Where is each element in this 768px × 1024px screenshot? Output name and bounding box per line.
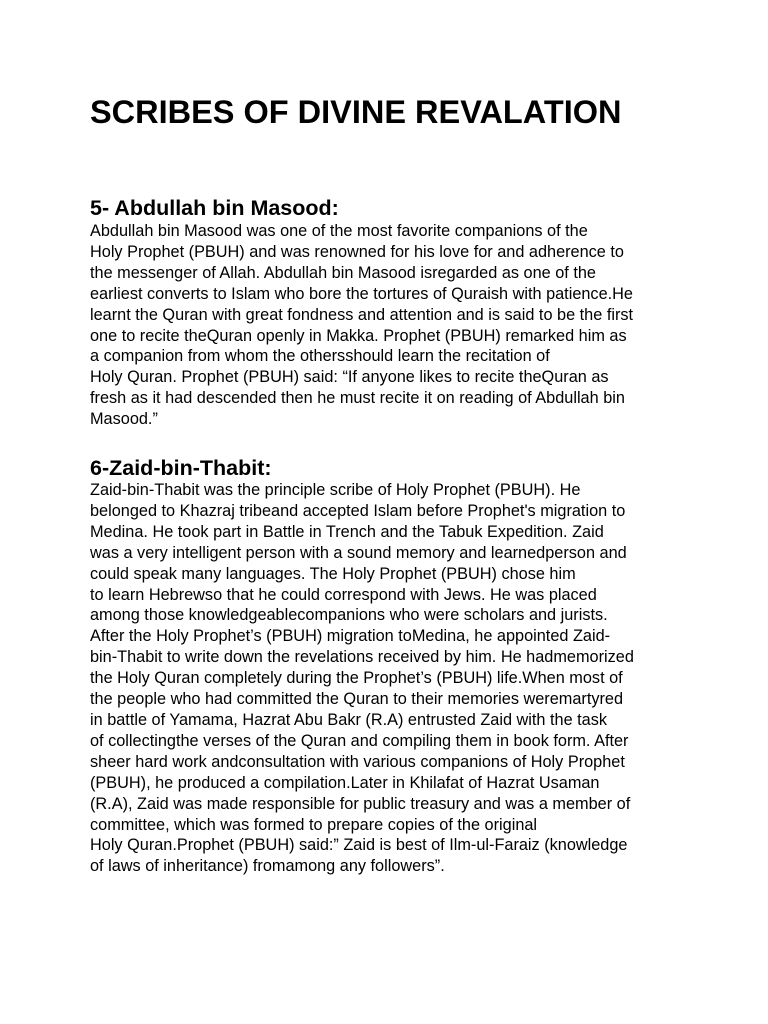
section-body-zaid-bin-thabit xyxy=(90,480,634,877)
body-line: of collectingthe verses of the Quran and compiling them in book form. After xyxy=(90,731,629,750)
body-line: in battle of Yamama, Hazrat Abu Bakr (R.A) entrusted Zaid with the task xyxy=(90,710,608,729)
section-body-abdullah-bin-masood xyxy=(90,221,633,430)
body-line: was a very intelligent person with a sound memory and learnedperson and xyxy=(90,543,627,562)
body-line: to learn Hebrewso that he could correspond with Jews. He was placed xyxy=(90,585,597,604)
body-line: one to recite theQuran openly in Makka. Prophet (PBUH) remarked him as xyxy=(90,326,627,345)
body-line: Holy Prophet (PBUH) and was renowned for his love for and adherence to xyxy=(90,242,624,261)
body-line: could speak many languages. The Holy Prophet (PBUH) chose him xyxy=(90,564,576,583)
body-line: earliest converts to Islam who bore the tortures of Quraish with patience.He xyxy=(90,284,633,303)
body-line: Masood.” xyxy=(90,410,158,429)
body-line: a companion from whom the othersshould learn the recitation of xyxy=(90,347,550,366)
body-line: fresh as it had descended then he must recite it on reading of Abdullah bin xyxy=(90,389,625,408)
section-heading-abdullah-bin-masood: 5- Abdullah bin Masood: xyxy=(90,196,339,220)
body-line: sheer hard work andconsultation with various companions of Holy Prophet xyxy=(90,752,625,771)
body-line: (R.A), Zaid was made responsible for public treasury and was a member of xyxy=(90,794,631,813)
body-line: Holy Quran.Prophet (PBUH) said:” Zaid is best of Ilm-ul-Faraiz (knowledge xyxy=(90,836,628,855)
section-heading-zaid-bin-thabit: 6-Zaid-bin-Thabit: xyxy=(90,456,272,480)
body-line: belonged to Khazraj tribeand accepted Islam before Prophet's migration to xyxy=(90,501,626,520)
body-line: Medina. He took part in Battle in Trench and the Tabuk Expedition. Zaid xyxy=(90,522,604,541)
body-line: bin-Thabit to write down the revelations received by him. He hadmemorized xyxy=(90,648,634,667)
body-line: the Holy Quran completely during the Prophet’s (PBUH) life.When most of xyxy=(90,669,623,688)
body-line: Zaid-bin-Thabit was the principle scribe of Holy Prophet (PBUH). He xyxy=(90,481,581,499)
body-line: Holy Quran. Prophet (PBUH) said: “If anyone likes to recite theQuran as xyxy=(90,368,609,387)
body-line: the people who had committed the Quran to their memories weremartyred xyxy=(90,690,624,709)
body-line: of laws of inheritance) fromamong any followers”. xyxy=(90,857,445,876)
body-line: Abdullah bin Masood was one of the most favorite companions of the xyxy=(90,222,588,240)
body-line: among those knowledgeablecompanions who were scholars and jurists. xyxy=(90,606,608,625)
body-line: the messenger of Allah. Abdullah bin Masood isregarded as one of the xyxy=(90,263,596,282)
body-line: (PBUH), he produced a compilation.Later in Khilafat of Hazrat Usaman xyxy=(90,773,600,792)
body-line: committee, which was formed to prepare copies of the original xyxy=(90,815,538,834)
page-title: SCRIBES OF DIVINE REVALATION xyxy=(90,94,622,130)
body-line: After the Holy Prophet’s (PBUH) migration toMedina, he appointed Zaid- xyxy=(90,627,611,646)
body-line: learnt the Quran with great fondness and attention and is said to be the first xyxy=(90,305,634,324)
